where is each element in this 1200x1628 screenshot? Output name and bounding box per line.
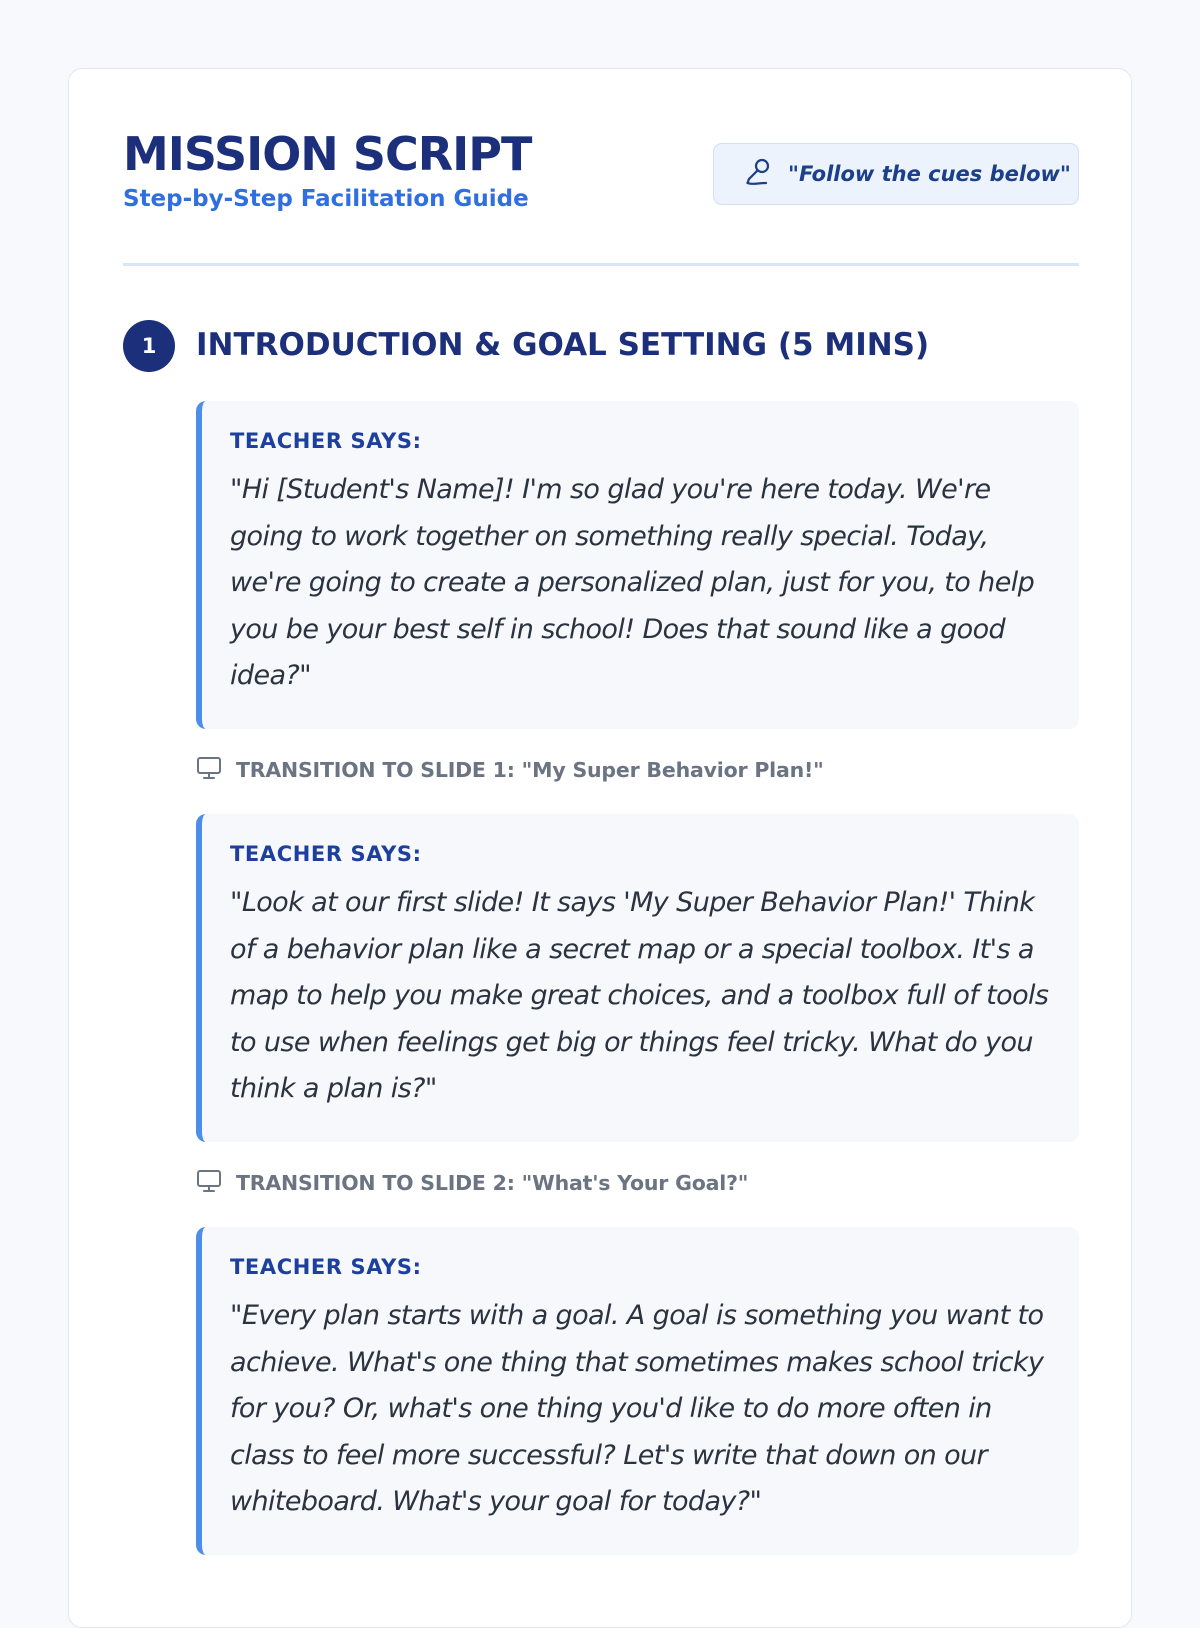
page-title: MISSION SCRIPT <box>123 127 532 181</box>
section-header <box>123 319 1079 373</box>
microphone-icon <box>744 157 772 191</box>
cue-badge <box>713 143 1079 205</box>
teacher-says-label: TEACHER SAYS: <box>230 842 422 866</box>
page-subtitle: Step-by-Step Facilitation Guide <box>123 186 529 212</box>
teacher-says-label: TEACHER SAYS: <box>230 429 422 453</box>
monitor-icon <box>196 755 222 785</box>
transition-text: TRANSITION TO SLIDE 2: "What's Your Goal?" <box>236 1171 749 1195</box>
transition-text: TRANSITION TO SLIDE 1: "My Super Behavior Plan!" <box>236 758 824 782</box>
slide-transition-cue <box>196 1168 1079 1198</box>
teacher-says-label: TEACHER SAYS: <box>230 1255 422 1279</box>
teacher-says-block <box>196 1227 1079 1555</box>
slide-transition-cue <box>196 755 1079 785</box>
step-number-badge: 1 <box>123 320 175 372</box>
teacher-says-block <box>196 401 1079 729</box>
cue-text: "Follow the cues below" <box>788 162 1071 186</box>
section-title: INTRODUCTION & GOAL SETTING (5 MINS) <box>196 327 930 363</box>
script-card <box>68 68 1132 1628</box>
monitor-icon <box>196 1168 222 1198</box>
teacher-says-text: "Look at our first slide! It says 'My Super Behavior Plan!' Think of a behavior plan like a secret map or a special toolbox. It's a map to help you make great choices, and a toolbox full of tools to use when feelings get big or things feel tricky. What do you think a plan is?" <box>230 887 1049 1104</box>
teacher-says-block <box>196 814 1079 1142</box>
header-divider <box>123 263 1079 266</box>
teacher-says-text: "Every plan starts with a goal. A goal is something you want to achieve. What's one thing that sometimes makes school tricky for you? Or, what's one thing you'd like to do more often in class to feel more successful? Let's write that down on our whiteboard. What's your goal for today?" <box>230 1300 1044 1517</box>
script-header <box>123 125 1079 212</box>
teacher-says-text: "Hi [Student's Name]! I'm so glad you're here today. We're going to work together on something really special. Today, we're going to create a personalized plan, just for you, to help you be your best self in school! Does that sound like a good idea?" <box>230 474 1035 691</box>
